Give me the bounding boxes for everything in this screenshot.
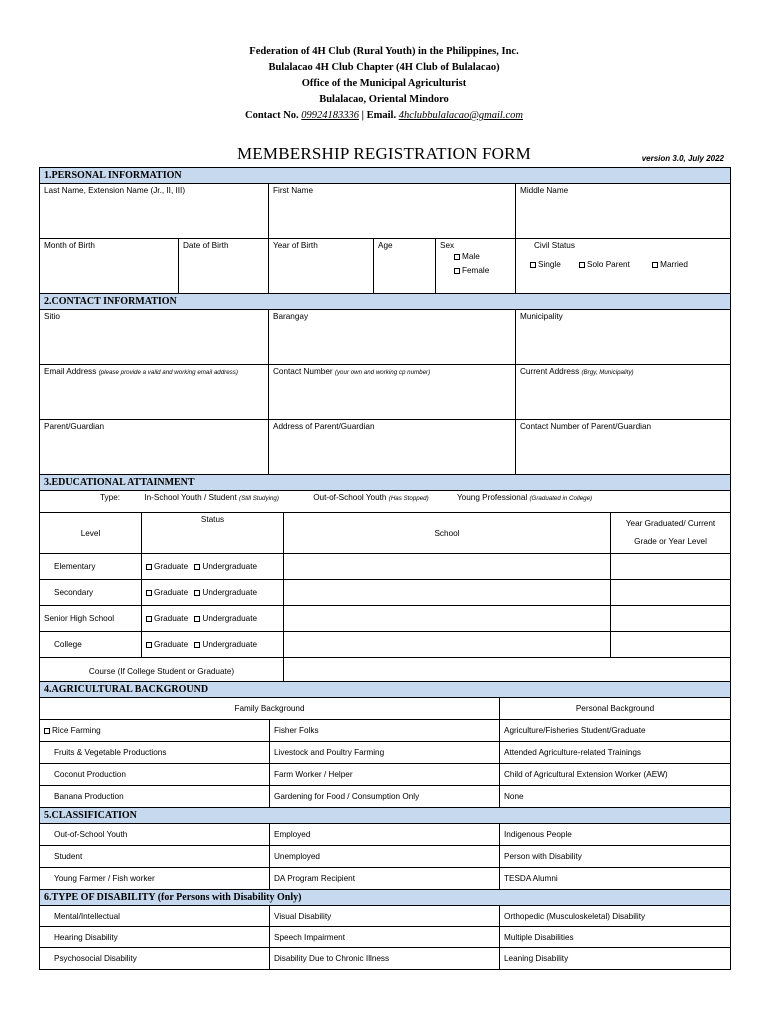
col-year-line1: Year Graduated/ Current	[625, 519, 716, 528]
male-label: Male	[462, 252, 480, 261]
contact-line	[0, 108, 768, 124]
family-background-header: Family Background	[40, 698, 500, 720]
form-title: MEMBERSHIP REGISTRATION FORM	[236, 144, 531, 163]
graduate-label: Graduate	[154, 562, 189, 571]
option-mental[interactable]: Mental/Intellectual	[40, 906, 270, 927]
option-coconut[interactable]: Coconut Production	[40, 764, 270, 786]
contact-number-field[interactable]	[269, 365, 516, 420]
col-school: School	[284, 513, 611, 554]
col-status: Status	[142, 513, 284, 554]
section-agricultural: 4.AGRICULTURAL BACKGROUND	[40, 682, 731, 698]
option-learning[interactable]: Leaning Disability	[500, 948, 731, 970]
current-address-field[interactable]	[516, 365, 731, 420]
parent-contact-label: Contact Number of Parent/Guardian	[520, 422, 652, 431]
undergraduate-label: Undergraduate	[202, 562, 258, 571]
option-livestock[interactable]: Livestock and Poultry Farming	[270, 742, 500, 764]
option-hearing[interactable]: Hearing Disability	[40, 927, 270, 948]
female-label: Female	[462, 266, 490, 275]
in-school-label: In-School Youth / Student	[144, 493, 237, 502]
checkbox-icon[interactable]	[579, 262, 585, 268]
status-options	[142, 632, 284, 658]
option-multiple[interactable]: Multiple Disabilities	[500, 927, 731, 948]
col-year	[611, 513, 731, 554]
option-psychosocial[interactable]: Psychosocial Disability	[40, 948, 270, 970]
table-row	[40, 554, 731, 580]
barangay-label: Barangay	[273, 312, 309, 321]
section-contact-info: 2.CONTACT INFORMATION	[40, 294, 731, 310]
personal-contact-table	[39, 167, 731, 475]
civil-option-married[interactable]	[652, 260, 688, 269]
graduate-label: Graduate	[154, 614, 189, 623]
year-of-birth-field[interactable]	[269, 239, 374, 294]
barangay-field[interactable]	[269, 310, 516, 365]
type-in-school[interactable]	[144, 493, 279, 502]
address-label: Current Address	[520, 367, 580, 376]
table-row	[40, 632, 731, 658]
section-classification: 5.CLASSIFICATION	[40, 808, 731, 824]
option-student[interactable]: Student	[40, 846, 270, 868]
option-none[interactable]: None	[500, 786, 731, 808]
year-input[interactable]	[611, 632, 731, 658]
option-fruits-vegetable[interactable]: Fruits & Vegetable Productions	[40, 742, 270, 764]
parent-address-field[interactable]	[269, 420, 516, 475]
email-note: (please provide a valid and working email address)	[98, 369, 238, 376]
level-elementary: Elementary	[40, 554, 142, 580]
school-input[interactable]	[284, 554, 611, 580]
option-fisher-folks[interactable]: Fisher Folks	[270, 720, 500, 742]
married-label: Married	[660, 260, 688, 269]
checkbox-icon[interactable]	[194, 564, 200, 570]
civil-option-single[interactable]	[530, 260, 561, 269]
checkbox-icon[interactable]	[194, 590, 200, 596]
personal-background-header: Personal Background	[500, 698, 731, 720]
young-pro-note: (Graduated in College)	[529, 495, 593, 502]
contact-label: Contact Number	[273, 367, 333, 376]
age-label: Age	[378, 241, 393, 250]
last-name-field[interactable]	[40, 184, 269, 239]
sex-label: Sex	[440, 241, 455, 250]
option-aew-child[interactable]: Child of Agricultural Extension Worker (AEW)	[500, 764, 731, 786]
checkbox-icon[interactable]	[194, 616, 200, 622]
contact-number-link[interactable]: 09924183336	[301, 110, 360, 121]
date-of-birth-field[interactable]	[179, 239, 269, 294]
option-banana[interactable]: Banana Production	[40, 786, 270, 808]
option-pwd[interactable]: Person with Disability	[500, 846, 731, 868]
year-label: Year of Birth	[273, 241, 318, 250]
email-prefix: | Email.	[359, 110, 399, 121]
middle-name-label: Middle Name	[520, 186, 569, 195]
last-name-label: Last Name, Extension Name (Jr., II, III)	[44, 186, 186, 195]
location: Bulalacao, Oriental Mindoro	[319, 94, 449, 105]
checkbox-icon[interactable]	[146, 616, 152, 622]
type-out-of-school[interactable]	[313, 493, 428, 502]
young-pro-label: Young Professional	[456, 493, 528, 502]
table-row	[40, 580, 731, 606]
municipality-label: Municipality	[520, 312, 563, 321]
out-school-label: Out-of-School Youth	[313, 493, 387, 502]
school-input[interactable]	[284, 632, 611, 658]
option-tesda[interactable]: TESDA Alumni	[500, 868, 731, 890]
org-name: Federation of 4H Club (Rural Youth) in the Philippines, Inc.	[249, 46, 519, 57]
option-speech[interactable]: Speech Impairment	[270, 927, 500, 948]
contact-note: (your own and working cp number)	[334, 369, 431, 376]
address-note: (Brgy, Municipality)	[581, 369, 634, 376]
section-education: 3.EDUCATIONAL ATTAINMENT	[40, 475, 731, 491]
civil-option-solo[interactable]	[579, 260, 630, 269]
checkbox-icon[interactable]	[652, 262, 658, 268]
version-label: version 3.0, July 2022	[641, 154, 724, 163]
undergraduate-label: Undergraduate	[202, 640, 258, 649]
education-table	[39, 474, 731, 686]
civil-status-label: Civil Status	[534, 241, 575, 250]
option-indigenous[interactable]: Indigenous People	[500, 824, 731, 846]
civil-status-field	[516, 239, 731, 294]
status-options	[142, 606, 284, 632]
type-label: Type:	[100, 493, 121, 502]
date-label: Date of Birth	[183, 241, 229, 250]
first-name-label: First Name	[273, 186, 314, 195]
status-options	[142, 580, 284, 606]
section-personal-info: 1.PERSONAL INFORMATION	[40, 168, 731, 184]
month-label: Month of Birth	[44, 241, 95, 250]
school-input[interactable]	[284, 606, 611, 632]
level-secondary: Secondary	[40, 580, 142, 606]
municipality-field[interactable]	[516, 310, 731, 365]
email-field[interactable]	[40, 365, 269, 420]
letterhead	[0, 44, 768, 124]
month-of-birth-field[interactable]	[40, 239, 179, 294]
sex-field	[436, 239, 516, 294]
parent-address-label: Address of Parent/Guardian	[273, 422, 375, 431]
option-gardening[interactable]: Gardening for Food / Consumption Only	[270, 786, 500, 808]
option-orthopedic[interactable]: Orthopedic (Musculoskeletal) Disability	[500, 906, 731, 927]
col-level: Level	[40, 513, 142, 554]
office-name: Office of the Municipal Agriculturist	[301, 78, 467, 89]
sitio-field[interactable]	[40, 310, 269, 365]
out-school-note: (Has Stopped)	[388, 495, 429, 502]
status-options	[142, 554, 284, 580]
parent-label: Parent/Guardian	[44, 422, 105, 431]
option-da-recipient[interactable]: DA Program Recipient	[270, 868, 500, 890]
email-link[interactable]: 4hclubbulalacao@gmail.com	[398, 110, 523, 121]
option-rice-farming[interactable]	[40, 720, 270, 742]
age-field[interactable]	[374, 239, 436, 294]
parent-contact-field[interactable]	[516, 420, 731, 475]
sitio-label: Sitio	[44, 312, 60, 321]
option-agri-trainings[interactable]: Attended Agriculture-related Trainings	[500, 742, 731, 764]
checkbox-icon[interactable]	[146, 564, 152, 570]
option-label: Rice Farming	[52, 726, 101, 735]
checkbox-icon[interactable]	[44, 728, 50, 734]
section-disability: 6.TYPE OF DISABILITY (for Persons with Disability Only)	[40, 890, 731, 906]
checkbox-icon[interactable]	[454, 254, 460, 260]
in-school-note: (Still Studying)	[239, 495, 279, 502]
checkbox-icon[interactable]	[454, 268, 460, 274]
graduate-label: Graduate	[154, 640, 189, 649]
option-visual[interactable]: Visual Disability	[270, 906, 500, 927]
option-young-farmer[interactable]: Young Farmer / Fish worker	[40, 868, 270, 890]
type-young-professional[interactable]	[457, 493, 592, 502]
table-row	[40, 606, 731, 632]
option-farm-worker[interactable]: Farm Worker / Helper	[270, 764, 500, 786]
year-input[interactable]	[611, 554, 731, 580]
undergraduate-label: Undergraduate	[202, 614, 258, 623]
sex-option-female[interactable]	[440, 264, 511, 278]
first-name-field[interactable]	[269, 184, 516, 239]
level-college: College	[40, 632, 142, 658]
option-unemployed[interactable]: Unemployed	[270, 846, 500, 868]
contact-prefix: Contact No.	[245, 110, 302, 121]
solo-label: Solo Parent	[587, 260, 630, 269]
year-input[interactable]	[611, 580, 731, 606]
option-out-of-school[interactable]: Out-of-School Youth	[40, 824, 270, 846]
sex-option-male[interactable]	[440, 250, 511, 264]
school-input[interactable]	[284, 580, 611, 606]
option-agri-student[interactable]: Agriculture/Fisheries Student/Graduate	[500, 720, 731, 742]
checkbox-icon[interactable]	[194, 642, 200, 648]
email-label: Email Address	[44, 367, 97, 376]
checkbox-icon[interactable]	[146, 642, 152, 648]
background-table	[39, 681, 731, 970]
option-chronic[interactable]: Disability Due to Chronic Illness	[270, 948, 500, 970]
course-label: Course (If College Student or Graduate)	[40, 658, 284, 686]
graduate-label: Graduate	[154, 588, 189, 597]
parent-guardian-field[interactable]	[40, 420, 269, 475]
checkbox-icon[interactable]	[146, 590, 152, 596]
chapter-name: Bulalacao 4H Club Chapter (4H Club of Bulalacao)	[268, 62, 500, 73]
checkbox-icon[interactable]	[530, 262, 536, 268]
middle-name-field[interactable]	[516, 184, 731, 239]
level-senior-high: Senior High School	[40, 606, 142, 632]
education-type-row	[40, 491, 731, 507]
col-year-line2: Grade or Year Level	[634, 537, 707, 546]
undergraduate-label: Undergraduate	[202, 588, 258, 597]
single-label: Single	[538, 260, 561, 269]
option-employed[interactable]: Employed	[270, 824, 500, 846]
year-input[interactable]	[611, 606, 731, 632]
